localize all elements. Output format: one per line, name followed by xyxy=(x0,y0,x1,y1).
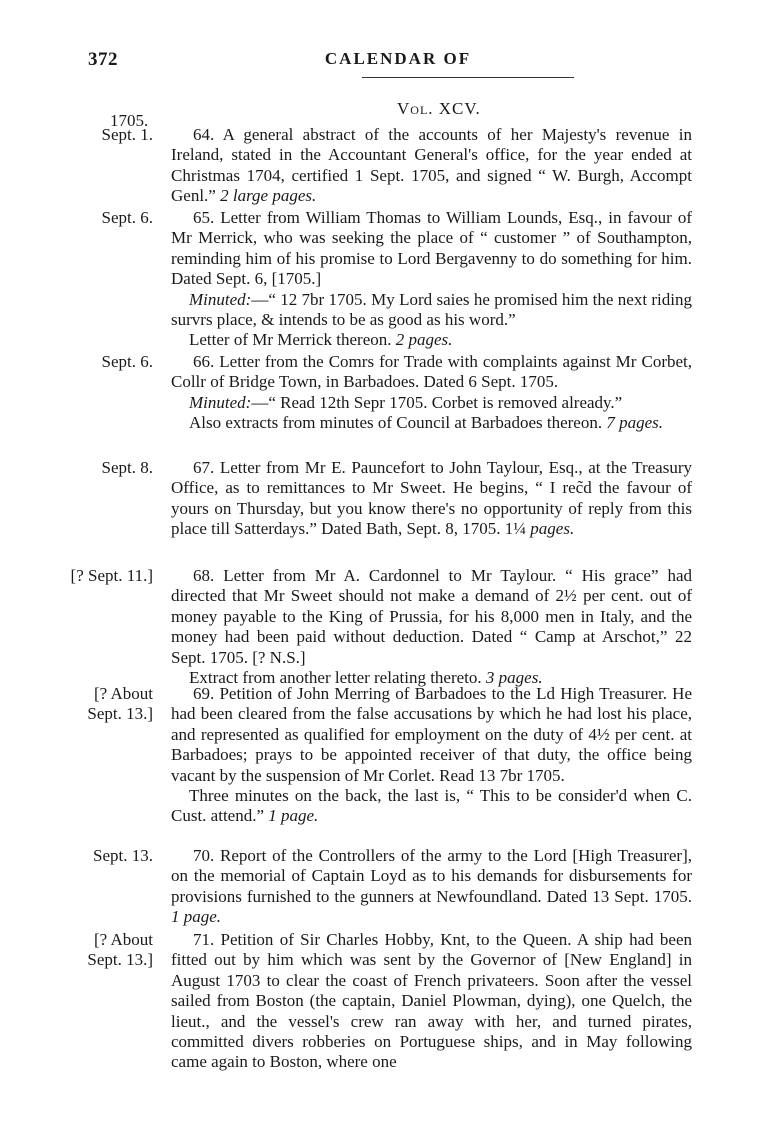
entry-extra: Extract from another letter relating thereto. xyxy=(189,668,482,688)
entry-extra: Also extracts from minutes of Council at Barbadoes thereon. xyxy=(189,413,603,433)
entry-text: 66. Letter from the Comrs for Trade with complaints against Mr Corbet, Collr of Bridge Town, in Barbadoes. Dated 6 Sept. 1705. xyxy=(171,352,692,392)
minuted-label: Minuted: xyxy=(189,289,252,309)
header-rule xyxy=(362,77,574,78)
entry-date: Sept. 8. xyxy=(101,458,153,477)
volume-label: Vol. XCV. xyxy=(397,99,481,118)
entry-text: 64. A general abstract of the accounts of her Majesty's revenue in Ireland, stated in the Accountant General's office, for the year ended at Christmas 1704, certified 1 Sept. 1705, and signed “ W. Burgh, Accompt Genl.” xyxy=(171,125,692,206)
entry-body xyxy=(171,930,692,1073)
entry-text: 67. Letter from Mr E. Pauncefort to John Taylour, Esq., at the Treasury Office, as to remittances to Mr Sweet. He begins, “ I rec̃d the favour of yours on Thursday, but you know there's no opportunity of reply from this place till Satterdays.” Dated Bath, Sept. 8, 1705. 1¼ xyxy=(171,458,692,539)
entry-date: Sept. 6. xyxy=(101,208,153,227)
minuted-label: Minuted: xyxy=(189,392,252,412)
entry-date: Sept. 13. xyxy=(93,846,153,865)
entry-body xyxy=(171,566,692,688)
entry-text: 70. Report of the Controllers of the army to the Lord [High Treasurer], on the memorial of Captain Loyd as to his demands for disbursements for provisions furnished to the gunners at Newfoundland. Dated 13 Sept. 1705. xyxy=(171,846,692,906)
entry-text: 68. Letter from Mr A. Cardonnel to Mr Taylour. “ His grace” had directed that Mr Sweet should not make a demand of 2½ per cent. out of money payable to the King of Prussia, for his 8,000 men in Italy, and the money had been paid without deduction. Dated “ Camp at Arschot,” 22 Sept. 1705. [? N.S.] xyxy=(171,566,692,667)
entry-extra: Three minutes on the back, the last is, “ This to be consider'd when C. Cust. attend.” xyxy=(171,786,692,826)
page-number: 372 xyxy=(88,49,118,70)
page-count: pages. xyxy=(530,519,575,539)
entry-date: [? Sept. 11.] xyxy=(70,566,153,585)
entry-date-line-2: Sept. 13.] xyxy=(87,950,153,970)
entry-text: 69. Petition of John Merring of Barbadoes to the Ld High Treasurer. He had been cleared from the false accusations by which he had lost his place, and represented as qualified for employment on the duty of 4½ per cent. at Barbadoes; prays to be appointed receiver of that duty, the office being vacant by the suspension of Mr Corlet. Read 13 7br 1705. xyxy=(171,684,692,785)
page-count: 1 page. xyxy=(171,907,222,927)
entry-body xyxy=(171,458,692,540)
page-count: 1 page. xyxy=(268,806,319,826)
volume-heading xyxy=(397,99,481,119)
entry-date-line-1: [? About xyxy=(93,684,153,703)
page-count: 2 pages. xyxy=(395,330,453,350)
page-count: 3 pages. xyxy=(485,668,543,688)
entry-date: Sept. 6. xyxy=(101,352,153,371)
running-head: CALENDAR OF xyxy=(324,49,472,68)
entry-body xyxy=(171,125,692,207)
minuted-text: —“ Read 12th Sepr 1705. Corbet is removed already.” xyxy=(251,392,623,412)
entry-text: 71. Petition of Sir Charles Hobby, Knt, to the Queen. A ship had been fitted out by him which was sent by the Governor of [New England] in August 1703 to clear the coast of French privateers. Soon after the vessel sailed from Boston (the captain, Daniel Plowman, dying), one Quelch, the lieut., and the vessel's crew ran away with her, and turned pirates, committed divers robberies on Portuguese ships, and in May following came again to Boston, where one xyxy=(171,930,692,1072)
margin-year: 1705. xyxy=(110,111,149,130)
page-count: 2 large pages. xyxy=(220,186,317,206)
entry-date-line-2: Sept. 13.] xyxy=(87,704,153,724)
entry-date-line-1: [? About xyxy=(93,930,153,949)
entry-date xyxy=(87,930,153,971)
entry-date xyxy=(87,684,153,725)
entry-body xyxy=(171,846,692,928)
entry-body xyxy=(171,352,692,434)
minuted-text: —“ 12 7br 1705. My Lord saies he promised him the next riding survrs place, & intends to be as good as his word.” xyxy=(171,289,692,330)
entry-date: Sept. 1. xyxy=(101,125,153,144)
entry-extra: Letter of Mr Merrick thereon. xyxy=(189,330,392,350)
page-count: 7 pages. xyxy=(606,413,664,433)
entry-text: 65. Letter from William Thomas to William Lounds, Esq., in favour of Mr Merrick, who was seeking the place of “ customer ” of Southampton, reminding him of his promise to Lord Bergavenny to do something for him. Dated Sept. 6, [1705.] xyxy=(171,208,692,289)
entry-body xyxy=(171,684,692,827)
entry-body xyxy=(171,208,692,351)
